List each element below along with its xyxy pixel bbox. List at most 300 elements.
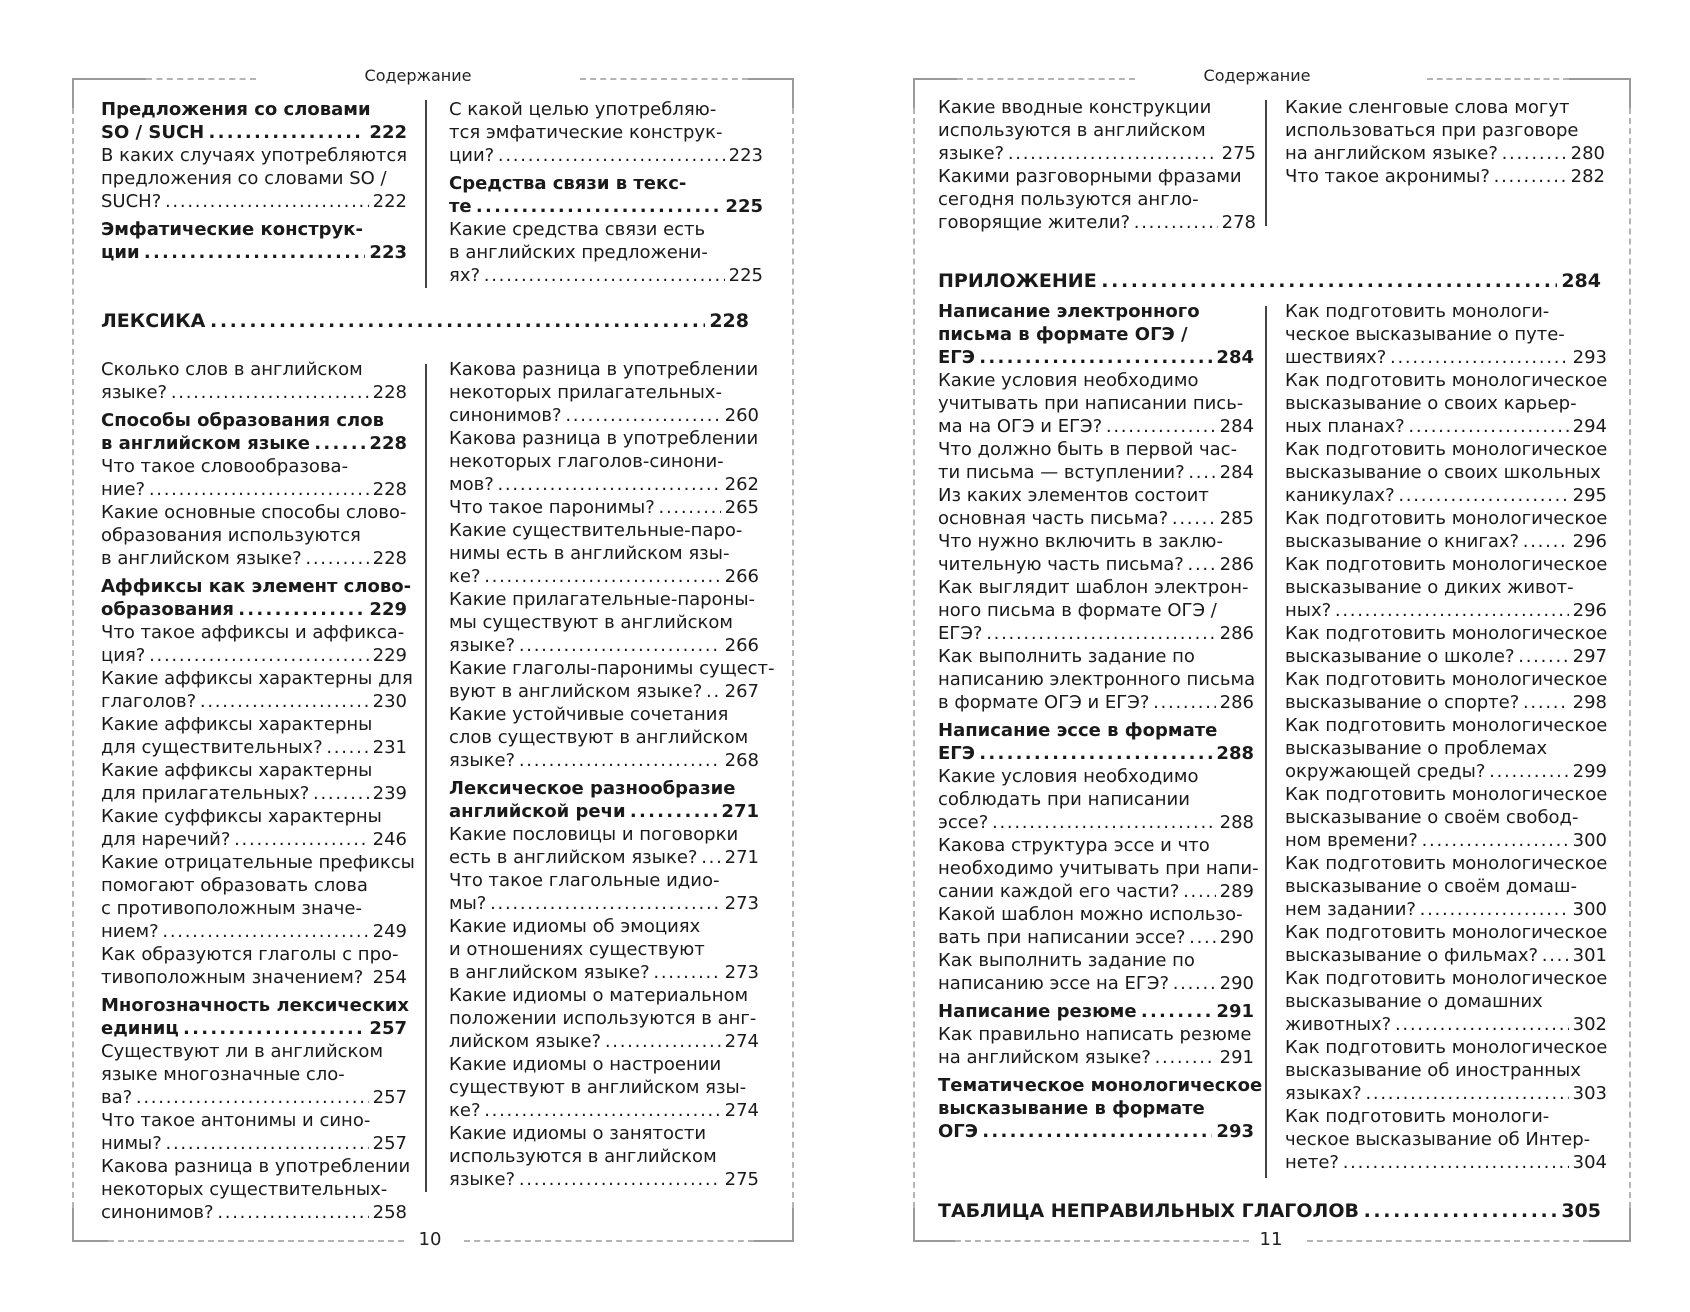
toc-entry-last-line (449, 1099, 759, 1122)
toc-page-number: 262 (724, 474, 759, 495)
toc-page-number: 298 (1572, 692, 1607, 713)
toc-entry-line: ческое высказывание об Интер- (1285, 1129, 1591, 1150)
toc-page-number: 271 (721, 801, 759, 822)
toc-entry-title: ОГЭ . . . (938, 1120, 1212, 1143)
toc-entry (101, 1155, 411, 1224)
frame-dash (146, 78, 256, 80)
toc-entry-line: Как подготовить монологическое (1285, 968, 1608, 989)
toc-entry-last-line (938, 1046, 1254, 1069)
toc-entry-line: Какие идиомы о занятости (449, 1123, 707, 1144)
toc-entry-last-line (449, 496, 759, 519)
toc-page-number: 282 (1570, 166, 1605, 187)
toc-entry (938, 1023, 1254, 1069)
toc-page-number: 228 (372, 548, 407, 569)
running-header: Содержание (1203, 66, 1311, 85)
toc-page-number: 291 (1219, 1047, 1254, 1068)
toc-page-number: 296 (1572, 600, 1607, 621)
page-number: 10 (418, 1229, 442, 1250)
toc-entry-title: высказывание о школе? . . . (1285, 645, 1569, 668)
toc-entry-title: ние? . . . (101, 478, 369, 501)
toc-page-number: 267 (724, 681, 759, 702)
toc-entry-last-line (938, 346, 1254, 369)
toc-entry-line: Как подготовить монологическое (1285, 922, 1608, 943)
toc-entry-line: Какова разница в употреблении (449, 359, 759, 380)
toc-entry-line: Существуют ли в английском (101, 1041, 384, 1062)
toc-entry (1285, 369, 1607, 438)
toc-entry-line: письма в формате ОГЭ / (938, 324, 1188, 345)
toc-entry-line: с противоположным значе- (101, 898, 362, 919)
toc-page-number: 223 (728, 145, 763, 166)
toc-entry-last-line (101, 1132, 407, 1155)
toc-entry (938, 576, 1254, 645)
toc-entry (101, 994, 410, 1040)
toc-page-number: 293 (1572, 347, 1607, 368)
toc-entry (449, 703, 759, 772)
toc-entry-line: образования используются (101, 525, 361, 546)
toc-entry (1285, 438, 1607, 507)
toc-entry-line: высказывание о своём свобод- (1285, 807, 1579, 828)
toc-entry-line: Какие суффиксы характерны (101, 806, 382, 827)
toc-entry-last-line (1285, 944, 1607, 967)
toc-entry-last-line (101, 598, 407, 621)
toc-entry-line: Какие идиомы об эмоциях (449, 916, 701, 937)
toc-entry-line: Какой шаблон можно использо- (938, 904, 1243, 925)
toc-entry-last-line (1285, 691, 1607, 714)
toc-entry-last-line (1285, 1082, 1607, 1105)
toc-entry-last-line (449, 892, 759, 915)
toc-entry-line: Какие основные способы слово- (101, 502, 407, 523)
toc-entry-line: Как подготовить монологическое (1285, 623, 1608, 644)
toc-entry-title: ных? . . . (1285, 599, 1569, 622)
toc-entry-line: соблюдать при написании (938, 789, 1190, 810)
section-page: 305 (1561, 1200, 1601, 1222)
toc-entry-last-line (938, 880, 1254, 903)
toc-entry (1285, 507, 1607, 553)
toc-entry-title: ма на ОГЭ и ЕГЭ? . . . (938, 415, 1216, 438)
toc-entry-line: Какова разница в употреблении (449, 428, 759, 449)
toc-entry-line: Что такое глагольные идио- (449, 870, 720, 891)
toc-entry-title: нимы? . . . (101, 1132, 369, 1155)
toc-entry-title: языке? . . . (938, 142, 1218, 165)
toc-entry (1285, 1105, 1607, 1174)
toc-entry-line: Как правильно написать резюме (938, 1024, 1252, 1045)
toc-entry (1285, 783, 1607, 852)
toc-column (449, 358, 775, 1191)
toc-entry (1285, 165, 1605, 188)
toc-entry-line: Какие условия необходимо (938, 370, 1199, 391)
toc-column (101, 358, 415, 1224)
frame-line (1629, 78, 1631, 108)
toc-page-number: 249 (372, 921, 407, 942)
frame-dash (580, 78, 748, 80)
toc-entry-last-line (449, 634, 759, 657)
toc-entry-last-line (449, 264, 763, 287)
toc-entry-line: Какие пословицы и поговорки (449, 824, 739, 845)
toc-entry-last-line (938, 691, 1254, 714)
toc-entry-last-line (938, 507, 1254, 530)
toc-page-number: 285 (1219, 508, 1254, 529)
toc-entry-title: SO / SUCH . . . (101, 121, 365, 144)
toc-entry (449, 869, 759, 915)
toc-entry-line: В каких случаях употребляются (101, 145, 408, 166)
toc-entry-line: Как подготовить монологическое (1285, 784, 1608, 805)
toc-entry-title: языке? . . . (101, 381, 369, 404)
toc-entry (938, 438, 1254, 484)
toc-page-number: 286 (1219, 554, 1254, 575)
toc-entry-title: языках? . . . (1285, 1082, 1569, 1105)
toc-entry-last-line (938, 1000, 1254, 1023)
toc-entry-line: Как подготовить монологическое (1285, 1037, 1608, 1058)
toc-entry-title: каникулах? . . . (1285, 484, 1569, 507)
toc-entry-line: высказывание о проблемах (1285, 738, 1548, 759)
toc-entry-last-line (938, 211, 1256, 234)
toc-entry-line: необходимо учитывать при напи- (938, 858, 1259, 879)
toc-entry-last-line (1285, 1013, 1607, 1036)
toc-entry-last-line (449, 1168, 759, 1191)
toc-entry (938, 369, 1254, 438)
section-heading (938, 1200, 1601, 1223)
toc-entry-title: для существительных? . . . (101, 736, 369, 759)
toc-entry-title: окружающей среды? . . . (1285, 760, 1569, 783)
toc-page-number: 284 (1219, 462, 1254, 483)
toc-column (938, 300, 1263, 1143)
toc-entry-title: ЕГЭ . . . (938, 346, 1212, 369)
toc-entry-line: Написание эссе в формате (938, 720, 1218, 741)
toc-page-number: 271 (724, 847, 759, 868)
toc-entry-title: языке? . . . (449, 634, 721, 657)
toc-entry-line: Лексическое разнообразие (449, 778, 736, 799)
toc-page-number: 223 (369, 242, 407, 263)
toc-entry-line: Как подготовить монологическое (1285, 370, 1608, 391)
toc-entry-last-line (449, 1030, 759, 1053)
toc-entry (101, 98, 407, 144)
toc-entry-last-line (938, 461, 1254, 484)
toc-entry-line: Какие аффиксы характерны (101, 760, 373, 781)
toc-entry (101, 218, 407, 264)
toc-entry-line: Какими разговорными фразами (938, 166, 1242, 187)
toc-entry (449, 777, 759, 823)
toc-entry-line: ческое высказывание о путе- (1285, 324, 1565, 345)
toc-entry-title: в формате ОГЭ и ЕГЭ? . . . (938, 691, 1216, 714)
toc-entry-line: высказывание о своих карьер- (1285, 393, 1577, 414)
toc-entry-last-line (449, 961, 759, 984)
toc-entry-last-line (938, 811, 1254, 834)
toc-entry-title: нием? . . . (101, 920, 369, 943)
toc-entry (1285, 668, 1607, 714)
toc-entry-line: Какие устойчивые сочетания (449, 704, 729, 725)
frame-line (72, 1208, 74, 1240)
toc-entry (449, 984, 759, 1053)
running-header: Содержание (364, 66, 472, 85)
toc-entry-title: языке? . . . (449, 749, 721, 772)
toc-entry (1285, 1036, 1607, 1105)
toc-entry (1285, 553, 1607, 622)
toc-entry-last-line (938, 1120, 1254, 1143)
frame-dash (108, 1240, 404, 1242)
toc-page-number: 229 (369, 599, 407, 620)
toc-entry-line: Эмфатические конструк- (101, 219, 363, 240)
toc-entry (938, 903, 1254, 949)
toc-entry-title: глаголов? . . . (101, 690, 369, 713)
toc-page-number: 265 (724, 497, 759, 518)
toc-entry-title: для наречий? . . . (101, 828, 369, 851)
toc-entry-title: языке? . . . (449, 1168, 721, 1191)
toc-page-number: 228 (369, 433, 407, 454)
toc-entry-line: Как подготовить монологическое (1285, 669, 1608, 690)
toc-entry-title: ции? . . . (449, 144, 725, 167)
toc-page-number: 286 (1219, 623, 1254, 644)
toc-entry-line: Как подготовить монологическое (1285, 554, 1608, 575)
toc-page-number: 266 (724, 566, 759, 587)
toc-entry-line: Что должно быть в первой час- (938, 439, 1238, 460)
toc-entry-line: написанию электронного письма (938, 669, 1256, 690)
toc-entry-last-line (938, 972, 1254, 995)
toc-column (1285, 96, 1605, 188)
toc-entry-title: вать при написании эссе? . . . (938, 926, 1216, 949)
section-heading (938, 270, 1601, 293)
toc-entry-title: тивоположным значением? . . . (101, 966, 369, 989)
toc-entry-line: Как подготовить монологи- (1285, 1106, 1550, 1127)
frame-line (1629, 1208, 1631, 1240)
toc-page-number: 303 (1572, 1083, 1607, 1104)
toc-page-number: 280 (1570, 143, 1605, 164)
toc-entry-title: лийском языке? . . . (449, 1030, 721, 1053)
toc-entry-line: Как подготовить монологическое (1285, 853, 1608, 874)
toc-entry-title: на английском языке? . . . (938, 1046, 1216, 1069)
toc-entry-title: образования . . . (101, 598, 365, 621)
section-page: 284 (1561, 270, 1601, 292)
toc-page-number: 284 (1216, 347, 1254, 368)
frame-line (72, 1240, 108, 1242)
frame-line (913, 1240, 955, 1242)
toc-entry-title: ке? . . . (449, 565, 721, 588)
toc-entry-line: слов существуют в английском (449, 727, 749, 748)
toc-entry-title: мов? . . . (449, 473, 721, 496)
toc-entry-line: Как выполнить задание по (938, 950, 1195, 971)
toc-entry-title: эссе? . . . (938, 811, 1216, 834)
toc-entry-title: синонимов? . . . (101, 1201, 369, 1224)
toc-entry-title: ции . . . (101, 241, 365, 264)
toc-entry (938, 719, 1254, 765)
toc-entry-last-line (101, 736, 407, 759)
toc-entry-title: в английском языке . . . (101, 432, 365, 455)
toc-entry (938, 1000, 1254, 1023)
toc-entry-last-line (101, 381, 407, 404)
toc-entry-line: некоторых глаголов-синони- (449, 451, 724, 472)
toc-column (938, 96, 1256, 234)
toc-entry-line: Какие вводные конструкции (938, 97, 1212, 118)
toc-page-number: 299 (1572, 761, 1607, 782)
toc-page-number: 257 (369, 1018, 407, 1039)
toc-page-number: 239 (372, 783, 407, 804)
toc-page-number: 296 (1572, 531, 1607, 552)
toc-entry (101, 805, 407, 851)
toc-entry-line: высказывание о диких живот- (1285, 577, 1574, 598)
toc-entry-line: Какие прилагательные-пароны- (449, 589, 756, 610)
toc-page-number: 228 (372, 479, 407, 500)
toc-entry-title: ЕГЭ . . . (938, 742, 1212, 765)
toc-entry-last-line (938, 415, 1254, 438)
toc-entry-line: Многозначность лексических (101, 995, 410, 1016)
toc-page-number: 275 (1221, 143, 1256, 164)
toc-entry-line: тся эмфатические конструк- (449, 122, 723, 143)
frame-line (72, 78, 146, 80)
toc-column (1285, 300, 1607, 1174)
toc-entry-line: Какие существительные-паро- (449, 520, 743, 541)
toc-entry (449, 1053, 759, 1122)
column-separator (425, 364, 427, 1192)
toc-entry (1285, 714, 1607, 783)
toc-entry-line: Что такое словообразова- (101, 456, 349, 477)
toc-page-number: 230 (372, 691, 407, 712)
toc-page-number: 290 (1219, 973, 1254, 994)
toc-entry-last-line (938, 553, 1254, 576)
toc-entry-line: Какова структура эссе и что (938, 835, 1210, 856)
toc-entry (938, 484, 1254, 530)
toc-entry-line: Тематическое монологическое (938, 1075, 1263, 1096)
toc-entry-last-line (1285, 599, 1607, 622)
toc-entry-line: положении используются в анг- (449, 1008, 757, 1029)
right-page (845, 0, 1690, 1312)
frame-line (754, 1240, 794, 1242)
toc-entry-title: есть в английском языке? . . . (449, 846, 721, 869)
toc-entry-title: в английском языке? . . . (449, 961, 721, 984)
toc-entry-line: высказывание о своих школьных (1285, 462, 1601, 483)
toc-entry (449, 496, 759, 519)
toc-entry (938, 834, 1259, 903)
toc-page-number: 284 (1219, 416, 1254, 437)
toc-page-number: 228 (372, 382, 407, 403)
toc-entry-line: Способы образования слов (101, 410, 384, 431)
toc-page-number: 295 (1572, 485, 1607, 506)
toc-entry-last-line (449, 404, 759, 427)
toc-entry-line: Сколько слов в английском (101, 359, 363, 380)
toc-entry-last-line (449, 565, 759, 588)
toc-entry-last-line (1285, 645, 1607, 668)
toc-page-number: 222 (369, 122, 407, 143)
toc-entry (449, 823, 759, 869)
toc-entry-last-line (449, 195, 763, 218)
toc-entry-line: Средства связи в текс- (449, 173, 687, 194)
toc-entry-last-line (101, 828, 407, 851)
toc-entry-last-line (938, 926, 1254, 949)
toc-entry (449, 358, 759, 427)
toc-entry (101, 851, 415, 943)
toc-entry-line: Какие аффиксы характерны для (101, 668, 413, 689)
toc-entry (938, 165, 1256, 234)
toc-page-number: 286 (1219, 692, 1254, 713)
toc-entry-last-line (101, 190, 407, 213)
toc-page-number: 302 (1572, 1014, 1607, 1035)
frame-dash (913, 108, 915, 1208)
toc-entry-line: Как подготовить монологическое (1285, 508, 1608, 529)
toc-entry (938, 765, 1254, 834)
frame-dash (1629, 108, 1631, 1208)
toc-entry (1285, 96, 1605, 165)
toc-entry-line: Какие идиомы о материальном (449, 985, 749, 1006)
section-title: ЛЕКСИКА . . . (101, 310, 705, 333)
frame-line (72, 78, 74, 108)
toc-entry-last-line (101, 432, 407, 455)
toc-page-number: 266 (724, 635, 759, 656)
toc-entry-last-line (101, 241, 407, 264)
toc-entry-line: Из каких элементов состоит (938, 485, 1209, 506)
toc-entry-title: чительную часть письма? . . . (938, 553, 1216, 576)
toc-page-number: 257 (372, 1087, 407, 1108)
toc-entry (449, 427, 759, 496)
toc-entry-line: Какова разница в употреблении (101, 1156, 411, 1177)
toc-entry (938, 1074, 1263, 1143)
toc-entry-last-line (938, 742, 1254, 765)
toc-entry (101, 1109, 407, 1155)
toc-entry (938, 645, 1254, 714)
toc-entry-last-line (101, 121, 407, 144)
toc-entry-line: существуют в английском язы- (449, 1077, 747, 1098)
toc-entry-last-line (101, 644, 407, 667)
toc-entry-line: Какие средства связи есть (449, 219, 706, 240)
frame-dash (792, 108, 794, 1208)
toc-entry-line: Какие идиомы о настроении (449, 1054, 722, 1075)
toc-entry-line: Как выполнить задание по (938, 646, 1195, 667)
toc-entry-line: высказывание в формате (938, 1098, 1205, 1119)
frame-line (913, 1208, 915, 1240)
toc-page-number: 225 (728, 265, 763, 286)
toc-entry-line: сегодня пользуются англо- (938, 189, 1199, 210)
toc-entry-title: единиц . . . (101, 1017, 365, 1040)
frame-line (748, 78, 794, 80)
toc-entry-line: Как подготовить монологи- (1285, 301, 1550, 322)
toc-entry-line: помогают образовать слова (101, 875, 368, 896)
column-separator (1265, 100, 1267, 226)
frame-dash (957, 78, 1135, 80)
toc-entry-line: Что такое антонимы и сино- (101, 1110, 371, 1131)
toc-entry-line: использоваться при разговоре (1285, 120, 1579, 141)
toc-entry-line: высказывание о своём домаш- (1285, 876, 1577, 897)
toc-entry (101, 621, 407, 667)
toc-entry-line: мы существуют в английском (449, 612, 733, 633)
toc-entry-last-line (449, 749, 759, 772)
toc-entry-title: ва? . . . (101, 1086, 369, 1109)
toc-page-number: 258 (372, 1202, 407, 1223)
toc-entry (449, 588, 759, 657)
toc-entry (101, 409, 407, 455)
toc-entry-title: говорящие жители? . . . (938, 211, 1218, 234)
frame-line (1589, 1240, 1631, 1242)
toc-entry-line: С какой целью употребляю- (449, 99, 717, 120)
toc-entry-last-line (938, 622, 1254, 645)
toc-entry-title: Что такое акронимы? . . . (1285, 165, 1567, 188)
toc-page-number: 275 (724, 1169, 759, 1190)
toc-entry-last-line (1285, 142, 1605, 165)
toc-entry-title: высказывание о фильмах? . . . (1285, 944, 1569, 967)
column-separator (1265, 306, 1267, 1178)
toc-entry (1285, 852, 1607, 921)
toc-entry-title: нем задании? . . . (1285, 898, 1569, 921)
toc-entry-line: Написание электронного (938, 301, 1200, 322)
toc-entry-title: ция? . . . (101, 644, 369, 667)
toc-entry-last-line (101, 966, 407, 989)
toc-entry-title: Написание резюме . . . (938, 1000, 1212, 1023)
toc-entry-title: сании каждой его части? . . . (938, 880, 1216, 903)
toc-entry (938, 96, 1256, 165)
toc-entry-last-line (101, 920, 407, 943)
toc-entry-line: Как образуются глаголы с про- (101, 944, 399, 965)
toc-entry-line: предложения со словами SO / (101, 168, 387, 189)
toc-entry (938, 530, 1254, 576)
toc-page-number: 288 (1216, 743, 1254, 764)
toc-entry-last-line (1285, 829, 1607, 852)
frame-line (913, 78, 957, 80)
